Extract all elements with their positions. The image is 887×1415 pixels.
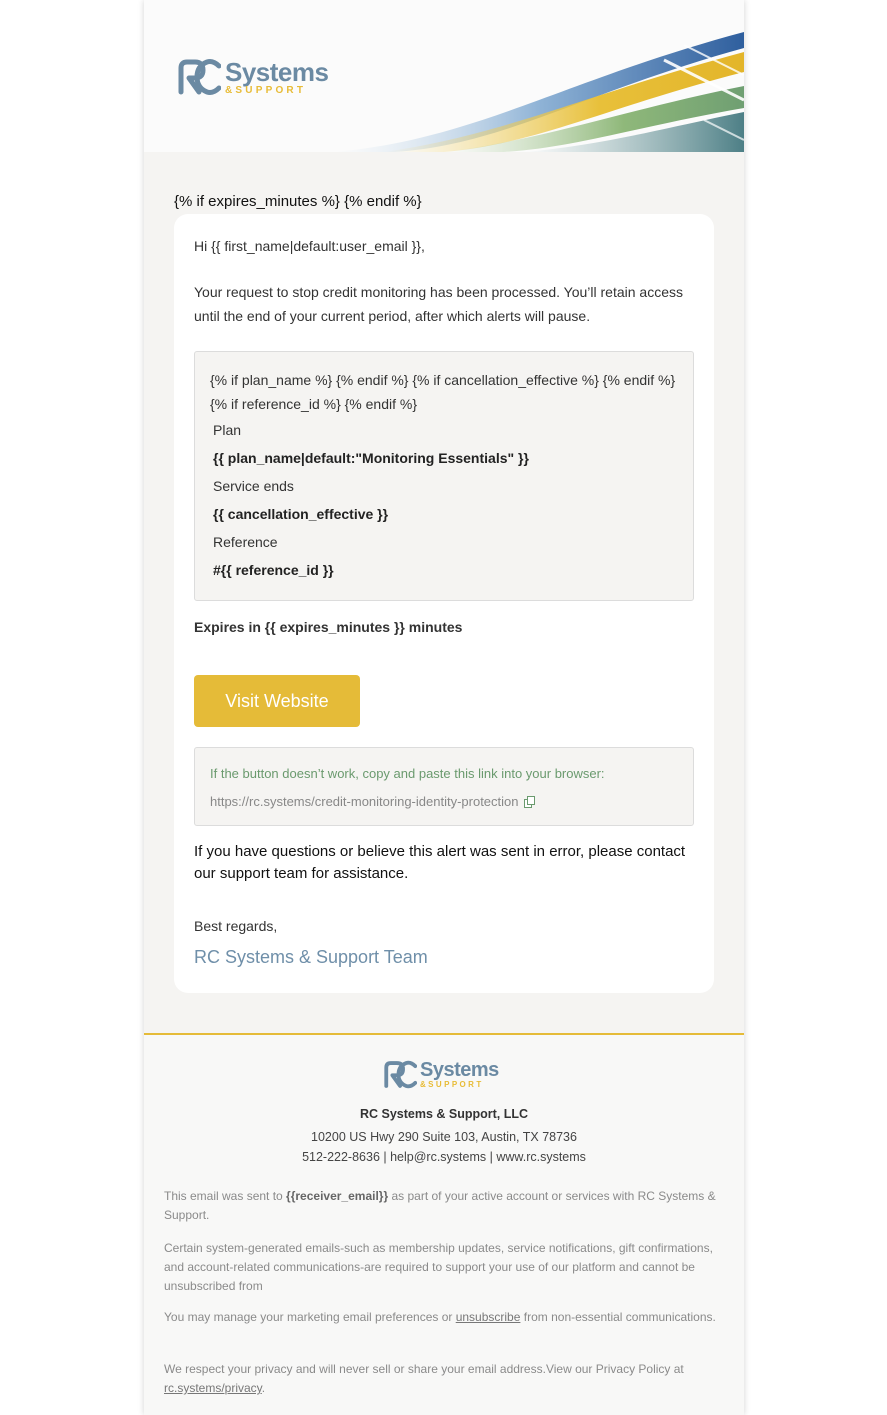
email-container	[144, 0, 744, 1415]
header-logo[interactable]	[177, 58, 328, 96]
service-ends-value: {{ cancellation_effective }}	[213, 506, 389, 522]
fallback-link-box	[194, 747, 694, 826]
footer-text: .	[261, 1381, 266, 1395]
footer-logo-subtext: &SUPPORT	[420, 1080, 484, 1089]
company-address: 10200 US Hwy 290 Suite 103, Austin, TX 78736	[311, 1130, 577, 1144]
footer-text: as part of your active account or services with RC Systems & Support.	[164, 1189, 716, 1222]
receiver-email: {{receiver_email}}	[286, 1189, 389, 1203]
footer-logo-wordmark: Systems	[420, 1059, 499, 1081]
plan-value: {{ plan_name|default:"Monitoring Essentials" }}	[213, 450, 529, 466]
email-header	[144, 0, 744, 152]
regards-text: Best regards,	[194, 918, 278, 934]
footer-logo[interactable]	[383, 1060, 499, 1089]
expires-text: Expires in {{ expires_minutes }} minutes	[194, 619, 463, 635]
company-contact: 512-222-8636 | help@rc.systems | www.rc.systems	[302, 1150, 586, 1164]
footer-text: This email was sent to	[164, 1189, 287, 1203]
footer-text: from non-essential communications.	[520, 1310, 716, 1324]
footer-privacy-notice	[164, 1360, 724, 1398]
message-card	[174, 214, 714, 993]
service-ends-label: Service ends	[213, 478, 294, 494]
rc-logo-icon	[177, 58, 221, 96]
visit-website-button[interactable]: Visit Website	[194, 675, 360, 727]
footer-required-notice: Certain system-generated emails-such as membership updates, service notifications, gift confirmations, and account-related communications-are required to support your use of our platform and cannot be unsubscribed from	[164, 1241, 713, 1293]
unsubscribe-link[interactable]: unsubscribe	[455, 1310, 521, 1324]
details-box	[194, 351, 694, 601]
copy-icon[interactable]	[524, 796, 535, 808]
logo-subtext: &SUPPORT	[225, 84, 307, 96]
footer-sent-to-notice	[164, 1187, 724, 1225]
email-footer	[144, 1033, 744, 1415]
reference-label: Reference	[213, 534, 278, 550]
signature-team: RC Systems & Support Team	[194, 947, 428, 967]
details-template-line: {% if plan_name %} {% endif %} {% if cancellation_effective %} {% endif %} {% if reference_id %} {% endif %}	[210, 372, 676, 412]
logo-wordmark: Systems	[225, 56, 329, 87]
footer-preferences-notice	[164, 1308, 724, 1327]
template-conditional-line: {% if expires_minutes %} {% endif %}	[174, 193, 422, 210]
questions-paragraph: If you have questions or believe this alert was sent in error, please contact our support team for assistance.	[194, 843, 686, 882]
reference-value: #{{ reference_id }}	[213, 562, 334, 578]
greeting-text: Hi {{ first_name|default:user_email }},	[194, 238, 425, 254]
footer-text: We respect your privacy and will never sell or share your email address.View our Privacy Policy at	[164, 1362, 684, 1376]
rc-logo-icon	[383, 1060, 417, 1089]
fallback-link-row	[210, 792, 678, 812]
plan-label: Plan	[213, 422, 242, 438]
privacy-link[interactable]: rc.systems/privacy	[164, 1381, 262, 1395]
company-name: RC Systems & Support, LLC	[359, 1107, 529, 1121]
fallback-link-url[interactable]: https://rc.systems/credit-monitoring-identity-protection	[210, 794, 519, 809]
intro-paragraph: Your request to stop credit monitoring has been processed. You’ll retain access until the end of your current period, after which alerts will pause.	[194, 284, 684, 324]
fallback-link-hint: If the button doesn’t work, copy and paste this link into your browser:	[210, 766, 605, 781]
footer-text: You may manage your marketing email preferences or	[164, 1310, 456, 1324]
